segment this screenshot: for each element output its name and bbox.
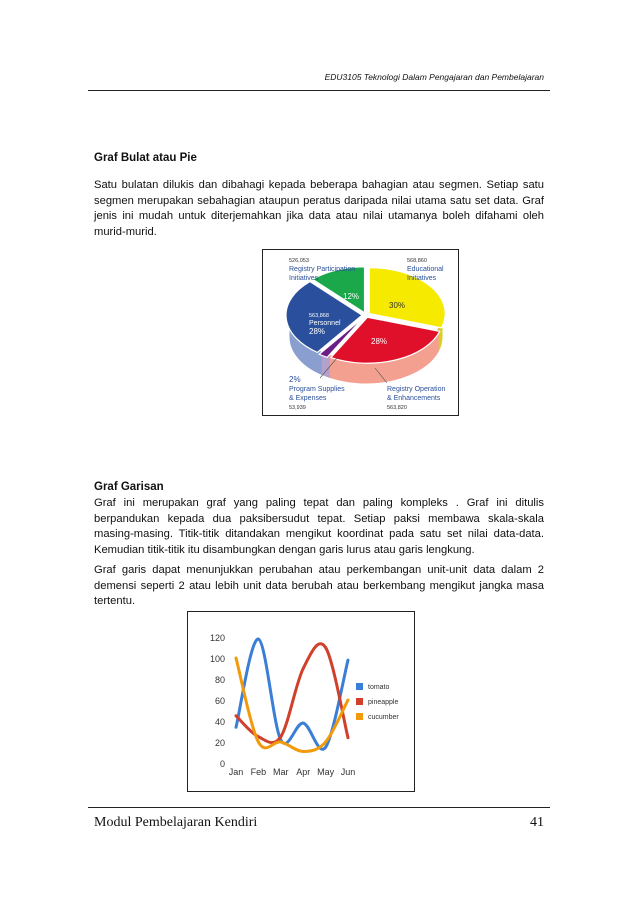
header-rule <box>88 90 550 91</box>
data-point-pineapple <box>324 646 327 649</box>
x-tick-label: Feb <box>250 767 267 777</box>
data-point-pineapple <box>302 667 305 670</box>
pie-amount-reg: 526,053 <box>289 258 309 264</box>
pie-pct-reg: 12% <box>343 292 360 301</box>
data-point-cucumber <box>279 741 282 744</box>
data-point-tomato <box>302 722 305 725</box>
paragraph-line-1: Graf ini merupakan graf yang paling tepat dan paling kompleks . Graf ini ditulis berpandukan kepada dua paksibersudut tepat. Setiap paksi membawa skala-skala masing-masing. Titik-titik ditandakan mengikut koordinat pada satu set nilai data-data. Kemudian titik-titik itu disambungkan dengan garis lurus atau garis lengkung. <box>94 497 544 556</box>
pie-pct-pers: 28% <box>309 327 326 336</box>
section-heading-pie: Graf Bulat atau Pie <box>94 152 197 164</box>
running-header: EDU3105 Teknologi Dalam Pengajaran dan Pembelajaran <box>324 72 544 82</box>
legend-label-pineapple: pineapple <box>368 699 399 706</box>
data-point-pineapple <box>279 735 282 738</box>
pie-label-prog: Program Supplies <box>289 386 345 393</box>
pie-amount-edu: 568,860 <box>407 258 427 264</box>
legend-label-tomato: tomato <box>368 684 390 691</box>
data-point-pineapple <box>347 736 350 739</box>
data-point-tomato <box>257 638 260 641</box>
pie-label-ops: Registry Operation <box>387 386 446 393</box>
pie-amount-ops: 563,820 <box>387 405 407 411</box>
legend-label-cucumber: cucumber <box>368 714 399 721</box>
y-tick-label: 120 <box>209 633 225 643</box>
x-tick-label: Jun <box>340 767 356 777</box>
data-point-tomato <box>324 746 327 749</box>
data-point-cucumber <box>235 657 238 660</box>
y-tick-label: 0 <box>219 759 225 769</box>
pie-chart <box>263 250 458 415</box>
pie-label-edu-2: Initiatives <box>407 275 437 282</box>
legend-swatch-cucumber <box>356 713 363 720</box>
data-point-cucumber <box>324 741 327 744</box>
pie-label-edu: Educational <box>407 266 444 273</box>
pie-chart-figure <box>262 249 459 416</box>
x-tick-label: Apr <box>296 767 311 777</box>
pie-amount-pers: 563,868 <box>309 313 329 319</box>
data-point-tomato <box>347 659 350 662</box>
legend-swatch-pineapple <box>356 698 363 705</box>
pie-amount-prog: 53,939 <box>289 405 306 411</box>
pie-pct-edu: 30% <box>389 301 406 310</box>
pie-pct-prog: 2% <box>289 375 301 384</box>
paragraph-line-2: Graf garis dapat menunjukkan perubahan atau perkembangan unit-unit data dalam 2 demensi seperti 2 atau lebih unit data berubah atau berkembang mengikut jangka masa tertentu. <box>94 564 544 607</box>
pie-label-ops-2: & Enhancements <box>387 395 441 402</box>
data-point-cucumber <box>257 741 260 744</box>
data-point-cucumber <box>347 699 350 702</box>
pie-pct-ops: 28% <box>371 337 388 346</box>
line-chart-figure <box>187 611 415 792</box>
pie-label-reg: Registry Participation <box>289 266 356 273</box>
y-tick-label: 80 <box>214 675 225 685</box>
data-point-pineapple <box>235 714 238 717</box>
y-tick-label: 40 <box>214 717 225 727</box>
footer-rule <box>88 807 550 808</box>
y-tick-label: 60 <box>214 696 225 706</box>
data-point-cucumber <box>302 750 305 753</box>
pie-label-pers: Personnel <box>309 320 341 327</box>
footer-module-title: Modul Pembelajaran Kendiri <box>94 815 258 830</box>
x-tick-label: May <box>317 767 335 777</box>
line-chart <box>188 612 414 791</box>
pie-label-reg-2: Initiatives <box>289 275 319 282</box>
section-heading-line: Graf Garisan <box>94 481 164 493</box>
page-number: 41 <box>530 815 544 830</box>
data-point-tomato <box>235 726 238 729</box>
x-tick-label: Jan <box>228 767 244 777</box>
y-tick-label: 20 <box>214 738 225 748</box>
x-tick-label: Mar <box>273 767 289 777</box>
pie-label-prog-2: & Expenses <box>289 395 327 402</box>
legend-swatch-tomato <box>356 683 363 690</box>
paragraph-pie: Satu bulatan dilukis dan dibahagi kepada beberapa bahagian atau segmen. Setiap satu segmen merupakan sebahagian ataupun peratus daripada nilai utama satu set data. Graf jenis ini mudah untuk diterjemahkan jika data atau nilai utamanya boleh difahami oleh murid-murid. <box>94 179 544 238</box>
y-tick-label: 100 <box>209 654 225 664</box>
